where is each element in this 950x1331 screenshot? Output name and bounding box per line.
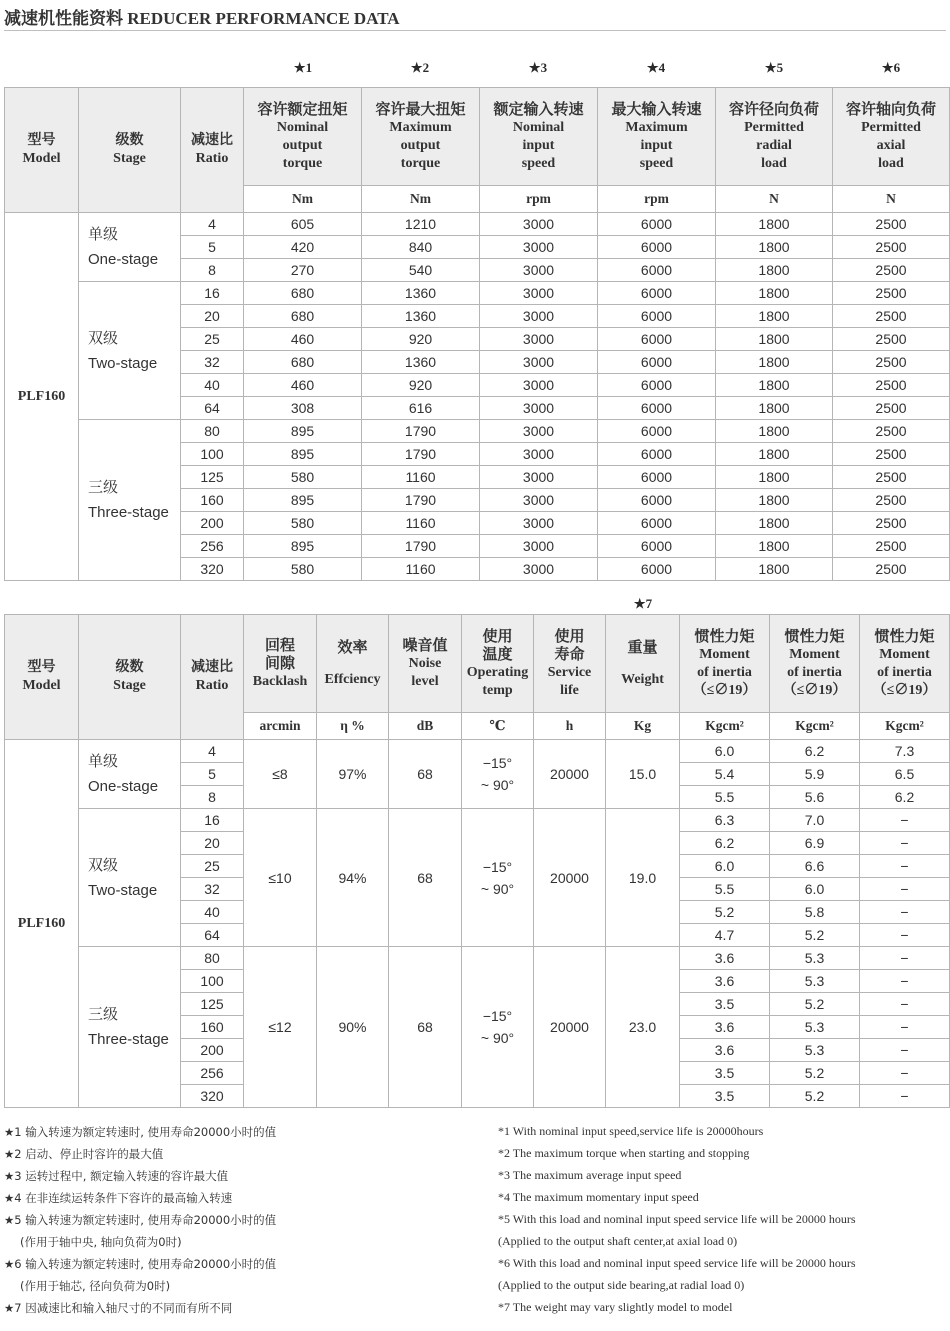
value-cell: 3000: [480, 466, 598, 489]
value-cell: 680: [244, 351, 362, 374]
stage-cell: [79, 740, 181, 809]
stage-en: Three-stage: [88, 1031, 169, 1048]
ratio-cell: 25: [181, 855, 244, 878]
inertia-cell: 5.2: [770, 1085, 860, 1108]
unit-label: Nm: [244, 186, 362, 213]
footnote-zh: ★2 启动、停止时容许的最大值: [4, 1147, 164, 1161]
footnote-en: *1 With nominal input speed,service life is 20000hours: [498, 1124, 764, 1138]
performance-table-2: [4, 614, 950, 1108]
value-cell: 3000: [480, 351, 598, 374]
col-header-radial-load: 容许径向负荷 Permitted radial load: [716, 88, 833, 186]
value-cell: 895: [244, 420, 362, 443]
col-header-max-output-torque: 容许最大扭矩 Maximum output torque: [362, 88, 480, 186]
footnote-zh: ★5 输入转速为额定转速时, 使用寿命20000小时的值: [4, 1213, 277, 1227]
temp-cell: [462, 809, 534, 947]
stage-zh: 三级: [88, 1006, 119, 1023]
backlash-cell: ≤8: [244, 740, 317, 809]
inertia-cell: 3.5: [680, 1085, 770, 1108]
table-row: [5, 282, 950, 305]
col-header-stage: 级数 Stage: [79, 615, 181, 740]
col-header-moment-of-inertia-1: 惯性力矩 Moment of inertia （≤∅19）: [680, 615, 770, 713]
value-cell: 616: [362, 397, 480, 420]
star-marker-5: ★5: [764, 60, 784, 75]
ratio-cell: 5: [181, 763, 244, 786]
value-cell: 6000: [598, 466, 716, 489]
stage-zh: 三级: [88, 479, 119, 496]
backlash-cell: ≤12: [244, 947, 317, 1108]
inertia-cell: 3.6: [680, 970, 770, 993]
value-cell: 1800: [716, 466, 833, 489]
ratio-cell: 40: [181, 374, 244, 397]
stage-en: Two-stage: [88, 354, 158, 372]
footnote-en: *7 The weight may vary slightly model to model: [498, 1300, 733, 1314]
value-cell: 3000: [480, 259, 598, 282]
inertia-cell: 5.2: [770, 924, 860, 947]
value-cell: 3000: [480, 512, 598, 535]
col-header-axial-load: 容许轴向负荷 Permitted axial load: [833, 88, 950, 186]
value-cell: 1790: [362, 420, 480, 443]
star-marker-1: ★1: [293, 60, 313, 75]
ratio-cell: 200: [181, 512, 244, 535]
footnote-en: *3 The maximum average input speed: [498, 1168, 682, 1182]
model-cell: PLF160: [5, 740, 79, 1108]
unit-label: arcmin: [244, 713, 317, 740]
value-cell: 2500: [833, 512, 950, 535]
value-cell: 605: [244, 213, 362, 236]
unit-label: Kgcm²: [680, 713, 770, 740]
value-cell: 1210: [362, 213, 480, 236]
value-cell: 1790: [362, 535, 480, 558]
temp-min: −15°: [482, 1008, 513, 1024]
unit-label: N: [716, 186, 833, 213]
value-cell: 3000: [480, 305, 598, 328]
table-row: [5, 740, 950, 763]
weight-cell: 19.0: [606, 809, 680, 947]
value-cell: 895: [244, 535, 362, 558]
inertia-cell: −: [860, 947, 950, 970]
inertia-cell: 6.0: [680, 740, 770, 763]
unit-label: N: [833, 186, 950, 213]
value-cell: 1800: [716, 558, 833, 581]
ratio-cell: 125: [181, 466, 244, 489]
footnote-zh: ★3 运转过程中, 额定输入转速的容许最大值: [4, 1169, 229, 1183]
value-cell: 1160: [362, 466, 480, 489]
value-cell: 2500: [833, 259, 950, 282]
unit-label: Kgcm²: [860, 713, 950, 740]
value-cell: 2500: [833, 466, 950, 489]
value-cell: 2500: [833, 397, 950, 420]
value-cell: 920: [362, 374, 480, 397]
col-header-operating-temp: 使用 温度 Operating temp: [462, 615, 534, 713]
value-cell: 1360: [362, 351, 480, 374]
inertia-cell: 5.5: [680, 878, 770, 901]
ratio-cell: 100: [181, 970, 244, 993]
stage-cell: [79, 213, 181, 282]
table-row: [5, 213, 950, 236]
weight-cell: 23.0: [606, 947, 680, 1108]
stage-en: One-stage: [88, 251, 159, 268]
value-cell: 6000: [598, 512, 716, 535]
temp-min: −15°: [482, 858, 513, 875]
efficiency-cell: 90%: [317, 947, 389, 1108]
value-cell: 2500: [833, 374, 950, 397]
inertia-cell: −: [860, 1062, 950, 1085]
inertia-cell: 6.6: [770, 855, 860, 878]
unit-label: dB: [389, 713, 462, 740]
inertia-cell: 3.5: [680, 993, 770, 1016]
star-markers-table1: [0, 60, 950, 80]
col-header-model: 型号 Model: [5, 615, 79, 740]
value-cell: 1800: [716, 351, 833, 374]
value-cell: 6000: [598, 489, 716, 512]
title-divider: [4, 30, 946, 31]
inertia-cell: −: [860, 809, 950, 832]
value-cell: 1800: [716, 328, 833, 351]
value-cell: 3000: [480, 282, 598, 305]
value-cell: 680: [244, 305, 362, 328]
unit-label: rpm: [598, 186, 716, 213]
inertia-cell: 7.3: [860, 740, 950, 763]
unit-label: h: [534, 713, 606, 740]
ratio-cell: 5: [181, 236, 244, 259]
ratio-cell: 8: [181, 259, 244, 282]
efficiency-cell: 97%: [317, 740, 389, 809]
ratio-cell: 25: [181, 328, 244, 351]
inertia-cell: 6.5: [860, 763, 950, 786]
value-cell: 2500: [833, 489, 950, 512]
value-cell: 460: [244, 374, 362, 397]
inertia-cell: −: [860, 901, 950, 924]
value-cell: 2500: [833, 420, 950, 443]
value-cell: 1160: [362, 512, 480, 535]
inertia-cell: 5.6: [770, 786, 860, 809]
value-cell: 1800: [716, 489, 833, 512]
inertia-cell: 5.2: [770, 1062, 860, 1085]
col-header-noise-level: 噪音值 Noise level: [389, 615, 462, 713]
inertia-cell: −: [860, 924, 950, 947]
footnote-zh: ★4 在非连续运转条件下容许的最高输入转速: [4, 1191, 233, 1205]
value-cell: 2500: [833, 443, 950, 466]
stage-zh: 双级: [88, 329, 119, 347]
table-row: [5, 420, 950, 443]
col-header-weight: 重量 Weight: [606, 615, 680, 713]
temp-cell: [462, 947, 534, 1108]
value-cell: 6000: [598, 259, 716, 282]
value-cell: 1790: [362, 443, 480, 466]
value-cell: 1800: [716, 213, 833, 236]
star-marker-3: ★3: [528, 60, 548, 75]
value-cell: 3000: [480, 443, 598, 466]
value-cell: 6000: [598, 236, 716, 259]
value-cell: 3000: [480, 213, 598, 236]
value-cell: 6000: [598, 282, 716, 305]
value-cell: 540: [362, 259, 480, 282]
ratio-cell: 4: [181, 740, 244, 763]
value-cell: 2500: [833, 305, 950, 328]
ratio-cell: 80: [181, 947, 244, 970]
star-marker-7: ★7: [633, 596, 653, 611]
performance-table-1: [4, 87, 950, 581]
ratio-cell: 200: [181, 1039, 244, 1062]
stage-en: Three-stage: [88, 504, 169, 521]
model-cell: PLF160: [5, 213, 79, 581]
ratio-cell: 20: [181, 305, 244, 328]
value-cell: 6000: [598, 374, 716, 397]
inertia-cell: −: [860, 970, 950, 993]
value-cell: 2500: [833, 558, 950, 581]
value-cell: 1800: [716, 259, 833, 282]
col-header-nominal-output-torque: 容许额定扭矩 Nominal output torque: [244, 88, 362, 186]
value-cell: 1800: [716, 420, 833, 443]
life-cell: 20000: [534, 809, 606, 947]
value-cell: 1800: [716, 512, 833, 535]
inertia-cell: −: [860, 993, 950, 1016]
inertia-cell: 6.3: [680, 809, 770, 832]
ratio-cell: 4: [181, 213, 244, 236]
ratio-cell: 160: [181, 1016, 244, 1039]
col-header-model: 型号 Model: [5, 88, 79, 213]
value-cell: 6000: [598, 535, 716, 558]
inertia-cell: 5.3: [770, 947, 860, 970]
temp-max: ~ 90°: [480, 777, 515, 793]
temp-min: −15°: [482, 755, 513, 771]
noise-cell: 68: [389, 809, 462, 947]
inertia-cell: −: [860, 832, 950, 855]
value-cell: 1800: [716, 236, 833, 259]
inertia-cell: 6.2: [860, 786, 950, 809]
backlash-cell: ≤10: [244, 809, 317, 947]
page-title: 减速机性能资料 REDUCER PERFORMANCE DATA: [4, 9, 400, 28]
value-cell: 460: [244, 328, 362, 351]
value-cell: 1360: [362, 305, 480, 328]
inertia-cell: 5.2: [680, 901, 770, 924]
ratio-cell: 16: [181, 809, 244, 832]
value-cell: 1160: [362, 558, 480, 581]
inertia-cell: 6.9: [770, 832, 860, 855]
col-header-backlash: 回程 间隙 Backlash: [244, 615, 317, 713]
weight-cell: 15.0: [606, 740, 680, 809]
value-cell: 6000: [598, 213, 716, 236]
footnote-zh: ★1 输入转速为额定转速时, 使用寿命20000小时的值: [4, 1125, 277, 1139]
value-cell: 3000: [480, 236, 598, 259]
col-header-nominal-input-speed: 额定输入转速 Nominal input speed: [480, 88, 598, 186]
value-cell: 3000: [480, 328, 598, 351]
value-cell: 6000: [598, 558, 716, 581]
footnote-en: *6 With this load and nominal input speed service life will be 20000 hours: [498, 1256, 856, 1270]
inertia-cell: −: [860, 878, 950, 901]
footnote-zh: (作用于轴中央, 轴向负荷为0时): [20, 1235, 182, 1249]
value-cell: 1800: [716, 305, 833, 328]
stage-cell: [79, 809, 181, 947]
ratio-cell: 320: [181, 1085, 244, 1108]
value-cell: 895: [244, 489, 362, 512]
col-header-efficiency: 效率 Effciency: [317, 615, 389, 713]
inertia-cell: −: [860, 1085, 950, 1108]
value-cell: 1790: [362, 489, 480, 512]
ratio-cell: 64: [181, 924, 244, 947]
footnote-en: *5 With this load and nominal input speed service life will be 20000 hours: [498, 1212, 856, 1226]
ratio-cell: 125: [181, 993, 244, 1016]
value-cell: 6000: [598, 443, 716, 466]
value-cell: 1360: [362, 282, 480, 305]
footnote-zh: ★7 因减速比和输入轴尺寸的不同而有所不同: [4, 1301, 233, 1315]
value-cell: 1800: [716, 535, 833, 558]
inertia-cell: −: [860, 1039, 950, 1062]
value-cell: 1800: [716, 282, 833, 305]
inertia-cell: 5.9: [770, 763, 860, 786]
inertia-cell: 5.3: [770, 1039, 860, 1062]
footnote-en: *2 The maximum torque when starting and stopping: [498, 1146, 750, 1160]
value-cell: 2500: [833, 328, 950, 351]
footnote-zh: ★6 输入转速为额定转速时, 使用寿命20000小时的值: [4, 1257, 277, 1271]
unit-label: Kg: [606, 713, 680, 740]
star-marker-2: ★2: [410, 60, 430, 75]
inertia-cell: 5.2: [770, 993, 860, 1016]
value-cell: 580: [244, 512, 362, 535]
noise-cell: 68: [389, 947, 462, 1108]
unit-label: ℃: [462, 713, 534, 740]
value-cell: 3000: [480, 397, 598, 420]
stage-en: Two-stage: [88, 881, 158, 899]
col-header-ratio: 减速比 Ratio: [181, 615, 244, 740]
inertia-cell: 6.2: [680, 832, 770, 855]
star-markers-table2: [0, 596, 950, 616]
inertia-cell: 7.0: [770, 809, 860, 832]
star-marker-6: ★6: [881, 60, 901, 75]
stage-cell: [79, 947, 181, 1108]
value-cell: 6000: [598, 351, 716, 374]
value-cell: 895: [244, 443, 362, 466]
value-cell: 3000: [480, 535, 598, 558]
value-cell: 3000: [480, 558, 598, 581]
unit-label: Nm: [362, 186, 480, 213]
table-row: [5, 947, 950, 970]
inertia-cell: 5.4: [680, 763, 770, 786]
col-header-stage: 级数 Stage: [79, 88, 181, 213]
inertia-cell: 6.0: [680, 855, 770, 878]
col-header-service-life: 使用 寿命 Service life: [534, 615, 606, 713]
inertia-cell: 5.5: [680, 786, 770, 809]
value-cell: 1800: [716, 397, 833, 420]
star-marker-4: ★4: [646, 60, 666, 75]
ratio-cell: 320: [181, 558, 244, 581]
value-cell: 580: [244, 466, 362, 489]
inertia-cell: 6.2: [770, 740, 860, 763]
unit-label: η %: [317, 713, 389, 740]
value-cell: 1800: [716, 443, 833, 466]
life-cell: 20000: [534, 947, 606, 1108]
ratio-cell: 80: [181, 420, 244, 443]
footnote-en: (Applied to the output shaft center,at axial load 0): [498, 1234, 738, 1248]
inertia-cell: 3.6: [680, 1039, 770, 1062]
inertia-cell: 3.5: [680, 1062, 770, 1085]
value-cell: 2500: [833, 351, 950, 374]
value-cell: 3000: [480, 489, 598, 512]
col-header-moment-of-inertia-2: 惯性力矩 Moment of inertia （≤∅19）: [770, 615, 860, 713]
value-cell: 420: [244, 236, 362, 259]
footnote-en: *4 The maximum momentary input speed: [498, 1190, 699, 1204]
value-cell: 6000: [598, 305, 716, 328]
ratio-cell: 100: [181, 443, 244, 466]
value-cell: 2500: [833, 535, 950, 558]
unit-label: Kgcm²: [770, 713, 860, 740]
stage-zh: 双级: [88, 856, 119, 874]
value-cell: 2500: [833, 213, 950, 236]
value-cell: 6000: [598, 397, 716, 420]
temp-cell: [462, 740, 534, 809]
inertia-cell: 5.3: [770, 1016, 860, 1039]
stage-cell: [79, 420, 181, 581]
inertia-cell: 5.8: [770, 901, 860, 924]
ratio-cell: 256: [181, 535, 244, 558]
temp-max: ~ 90°: [480, 880, 515, 897]
col-header-max-input-speed: 最大输入转速 Maximum input speed: [598, 88, 716, 186]
ratio-cell: 32: [181, 351, 244, 374]
value-cell: 840: [362, 236, 480, 259]
footnote-en: (Applied to the output side bearing,at radial load 0): [498, 1278, 745, 1292]
ratio-cell: 20: [181, 832, 244, 855]
ratio-cell: 8: [181, 786, 244, 809]
ratio-cell: 256: [181, 1062, 244, 1085]
ratio-cell: 160: [181, 489, 244, 512]
table-row: [5, 809, 950, 832]
value-cell: 6000: [598, 420, 716, 443]
stage-cell: [79, 282, 181, 420]
unit-label: rpm: [480, 186, 598, 213]
col-header-moment-of-inertia-3: 惯性力矩 Moment of inertia （≤∅19）: [860, 615, 950, 713]
value-cell: 580: [244, 558, 362, 581]
ratio-cell: 64: [181, 397, 244, 420]
temp-max: ~ 90°: [480, 1030, 515, 1046]
noise-cell: 68: [389, 740, 462, 809]
ratio-cell: 32: [181, 878, 244, 901]
stage-en: One-stage: [88, 778, 159, 795]
value-cell: 3000: [480, 374, 598, 397]
value-cell: 920: [362, 328, 480, 351]
ratio-cell: 16: [181, 282, 244, 305]
inertia-cell: −: [860, 855, 950, 878]
inertia-cell: 4.7: [680, 924, 770, 947]
inertia-cell: 5.3: [770, 970, 860, 993]
inertia-cell: 3.6: [680, 1016, 770, 1039]
value-cell: 1800: [716, 374, 833, 397]
value-cell: 2500: [833, 282, 950, 305]
inertia-cell: −: [860, 1016, 950, 1039]
inertia-cell: 6.0: [770, 878, 860, 901]
value-cell: 6000: [598, 328, 716, 351]
inertia-cell: 3.6: [680, 947, 770, 970]
stage-zh: 单级: [88, 226, 119, 243]
footnote-zh: (作用于轴芯, 径向负荷为0时): [20, 1279, 171, 1293]
stage-zh: 单级: [88, 753, 119, 770]
ratio-cell: 40: [181, 901, 244, 924]
col-header-ratio: 减速比 Ratio: [181, 88, 244, 213]
value-cell: 270: [244, 259, 362, 282]
efficiency-cell: 94%: [317, 809, 389, 947]
value-cell: 2500: [833, 236, 950, 259]
value-cell: 680: [244, 282, 362, 305]
value-cell: 308: [244, 397, 362, 420]
value-cell: 3000: [480, 420, 598, 443]
life-cell: 20000: [534, 740, 606, 809]
